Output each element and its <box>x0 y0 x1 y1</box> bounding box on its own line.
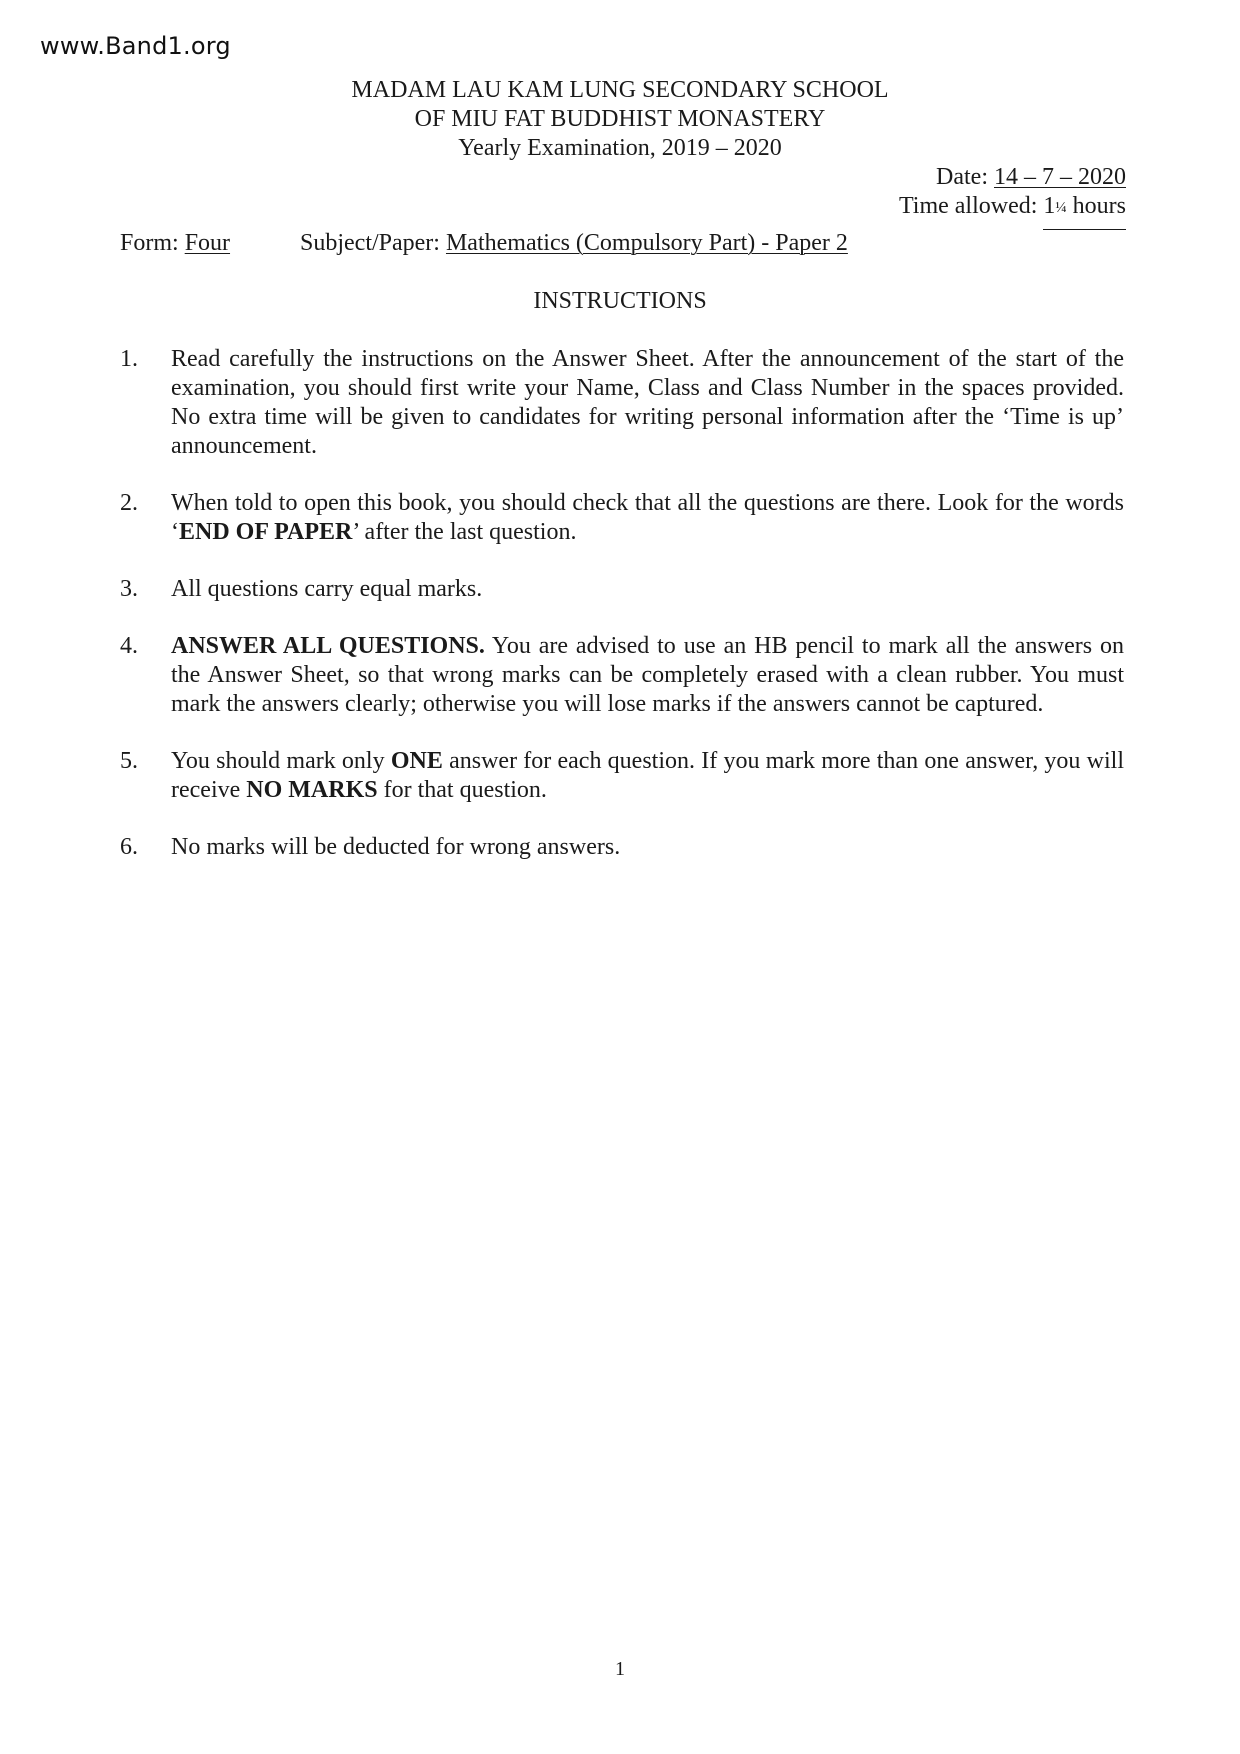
instruction-item: 4. ANSWER ALL QUESTIONS. You are advised to use an HB pencil to mark all the answers on the Answer Sheet, so that wrong marks can be completely erased with a clean rubber. You must mark the answers clearly; otherwise you will lose marks if the answers cannot be captured. <box>120 633 1124 717</box>
exam-date: Date: 14 – 7 – 2020 <box>936 164 1126 190</box>
exam-title: Yearly Examination, 2019 – 2020 <box>458 135 782 161</box>
form-field: Form: Four <box>120 230 231 256</box>
instruction-item: 2. When told to open this book, you should check that all the questions are there. Look for the words ‘END OF PAPER’ after the last question. <box>120 490 1124 545</box>
school-name-line1: MADAM LAU KAM LUNG SECONDARY SCHOOL <box>351 77 889 103</box>
time-allowed: Time allowed: 1¼ hours <box>899 192 1126 230</box>
subject-field: Subject/Paper: Mathematics (Compulsory Part) - Paper 2 <box>300 230 848 256</box>
instruction-item: 1. Read carefully the instructions on the Answer Sheet. After the announcement of the start of the examination, you should first write your Name, Class and Class Number in the spaces provided. No extra time will be given to candidates for writing personal information after the ‘Time is up’ announcement. <box>120 346 1124 459</box>
instruction-item: 6. No marks will be deducted for wrong answers. <box>120 834 621 860</box>
school-name-line2: OF MIU FAT BUDDHIST MONASTERY <box>414 106 826 132</box>
form-subject-row <box>120 230 848 257</box>
instruction-item: 3. All questions carry equal marks. <box>120 576 483 602</box>
subject-value: Mathematics (Compulsory Part) - Paper 2 <box>445 230 848 256</box>
instructions-heading: INSTRUCTIONS <box>533 288 707 314</box>
date-time-block <box>899 163 1126 230</box>
watermark-text: www.Band1.org <box>40 32 231 60</box>
school-header <box>0 76 1240 163</box>
instructions-list <box>120 345 1124 890</box>
form-value: Four <box>184 230 231 256</box>
instruction-item: 5. You should mark only ONE answer for each question. If you mark more than one answer, you will receive NO MARKS for that question. <box>120 748 1124 803</box>
page-number: 1 <box>615 1658 625 1680</box>
exam-date-value: 14 – 7 – 2020 <box>994 164 1126 190</box>
time-allowed-value: 1¼ hours <box>1043 192 1126 230</box>
